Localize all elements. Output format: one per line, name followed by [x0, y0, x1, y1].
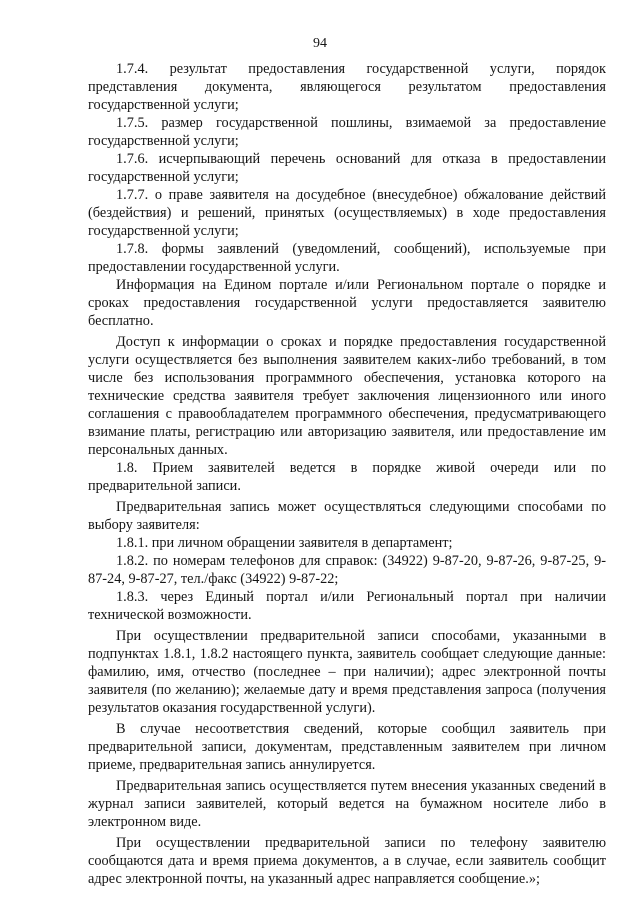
paragraph-phone-record: При осуществлении предварительной записи по телефону заявителю сообщаются дата и время приема документов, а в случае, если заявитель сообщит адрес электронной почты, на указанный адрес направляется сообщение.»; [88, 835, 606, 887]
paragraph-1-7-8: 1.7.8. формы заявлений (уведомлений, сообщений), используемые при предоставлении государственной услуги. [88, 241, 606, 275]
page-number: 94 [313, 36, 327, 51]
paragraph-1-8-1: 1.8.1. при личном обращении заявителя в департамент; [116, 535, 453, 551]
paragraph-1-7-6: 1.7.6. исчерпывающий перечень оснований для отказа в предоставлении государственной услуги; [88, 151, 606, 185]
paragraph-preliminary-methods: Предварительная запись может осуществляться следующими способами по выбору заявителя: [88, 499, 606, 533]
paragraph-1-7-4: 1.7.4. результат предоставления государственной услуги, порядок представления документа, являющегося результатом предоставления государственной услуги; [88, 61, 606, 113]
document-body [88, 60, 606, 888]
paragraph-journal: Предварительная запись осуществляется путем внесения указанных сведений в журнал записи заявителей, который ведется на бумажном носителе либо в электронном виде. [88, 778, 606, 830]
paragraph-1-7-5: 1.7.5. размер государственной пошлины, взимаемой за предоставление государственной услуги; [88, 115, 606, 149]
paragraph-preliminary-data: При осуществлении предварительной записи способами, указанными в подпунктах 1.8.1, 1.8.2 настоящего пункта, заявитель сообщает следующие данные: фамилию, имя, отчество (последнее – при наличии); адрес электронной почты заявителя (по желанию); желаемые дату и время представления запроса (получения результатов оказания государственной услуги). [88, 628, 606, 716]
paragraph-1-8-3: 1.8.3. через Единый портал и/или Региональный портал при наличии технической возможности. [88, 589, 606, 623]
paragraph-1-8-2: 1.8.2. по номерам телефонов для справок: (34922) 9-87-20, 9-87-26, 9-87-25, 9-87-24, 9-87-27, тел./факс (34922) 9-87-22; [88, 553, 606, 587]
paragraph-1-7-7: 1.7.7. о праве заявителя на досудебное (внесудебное) обжалование действий (бездействия) и решений, принятых (осуществляемых) в ходе предоставления государственной услуги; [88, 187, 606, 239]
paragraph-1-8: 1.8. Прием заявителей ведется в порядке живой очереди или по предварительной записи. [88, 460, 606, 494]
paragraph-portal-info: Информация на Едином портале и/или Региональном портале о порядке и сроках предоставления государственной услуги предоставляется заявителю бесплатно. [88, 277, 606, 329]
paragraph-mismatch: В случае несоответствия сведений, которые сообщил заявитель при предварительной записи, документам, представленным заявителем при личном приеме, предварительная запись аннулируется. [88, 721, 606, 773]
paragraph-access-info: Доступ к информации о сроках и порядке предоставления государственной услуги осуществляется без выполнения заявителем каких-либо требований, в том числе без использования программного обеспечения, установка которого на технические средства заявителя требует заключения лицензионного или иного соглашения с правообладателем программного обеспечения, предусматривающего взимание платы, регистрацию или авторизацию заявителя, или предоставление им персональных данных. [88, 334, 606, 458]
